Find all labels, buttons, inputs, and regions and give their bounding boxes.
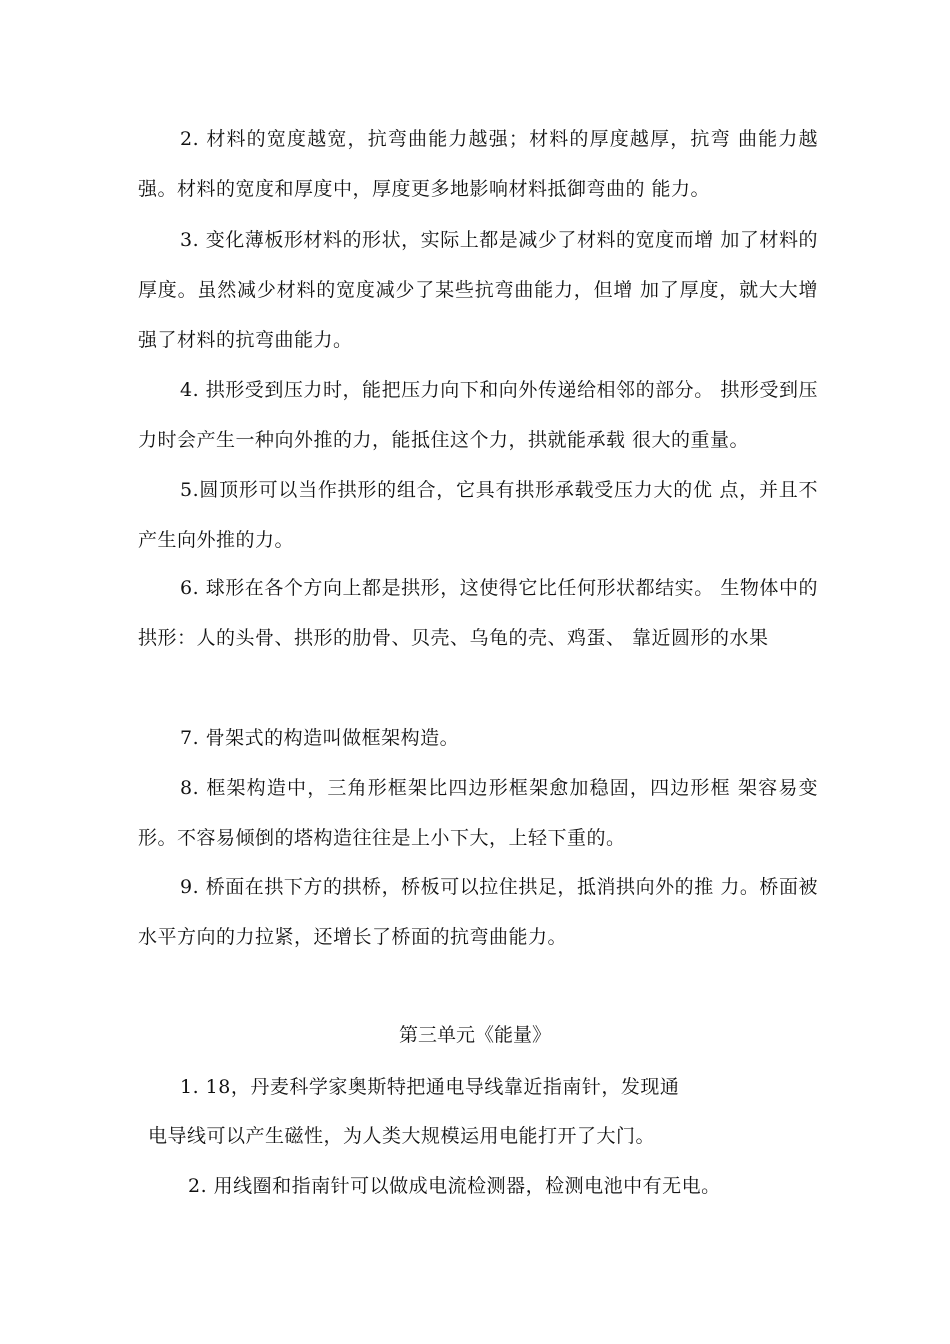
paragraph-3: 3. 变化薄板形材料的形状，实际上都是减少了材料的宽度而增 加了材料的厚度。虽然减少材料的宽度减少了某些抗弯曲能力，但增 加了厚度，就大大增强了材料的抗弯曲能力。 [138,229,818,351]
section-title: 第三单元《能量》 [398,1024,551,1046]
paragraph-9: 9. 桥面在拱下方的拱桥，桥板可以拉住拱足，抵消拱向外的推 力。桥面被水平方向的力拉紧，还增长了桥面的抗弯曲能力。 [138,876,818,948]
paragraph-4: 4. 拱形受到压力时，能把压力向下和向外传递给相邻的部分。 拱形受到压力时会产生一种向外推的力，能抵住这个力，拱就能承载 很大的重量。 [138,379,818,451]
paragraph-2: 2. 材料的宽度越宽，抗弯曲能力越强；材料的厚度越厚，抗弯 曲能力越强。材料的宽度和厚度中，厚度更多地影响材料抵御弯曲的 能力。 [138,128,818,200]
paragraph-6: 6. 球形在各个方向上都是拱形，这使得它比任何形状都结实。 生物体中的拱形：人的头骨、拱形的肋骨、贝壳、乌龟的壳、鸡蛋、 靠近圆形的水果 [138,577,818,649]
section-line-3: 2. 用线圈和指南针可以做成电流检测器，检测电池中有无电。 [188,1175,721,1197]
section-line-2: 电导线可以产生磁性，为人类大规模运用电能打开了大门。 [148,1125,656,1147]
section-line-1: 1. 18，丹麦科学家奥斯特把通电导线靠近指南针，发现通 [180,1076,680,1098]
paragraph-8: 8. 框架构造中，三角形框架比四边形框架愈加稳固，四边形框 架容易变形。不容易倾倒的塔构造往往是上小下大，上轻下重的。 [138,777,818,849]
paragraph-7: 7. 骨架式的构造叫做框架构造。 [180,727,460,749]
paragraph-5: 5.圆顶形可以当作拱形的组合，它具有拱形承载受压力大的优 点，并且不产生向外推的力。 [138,479,818,551]
